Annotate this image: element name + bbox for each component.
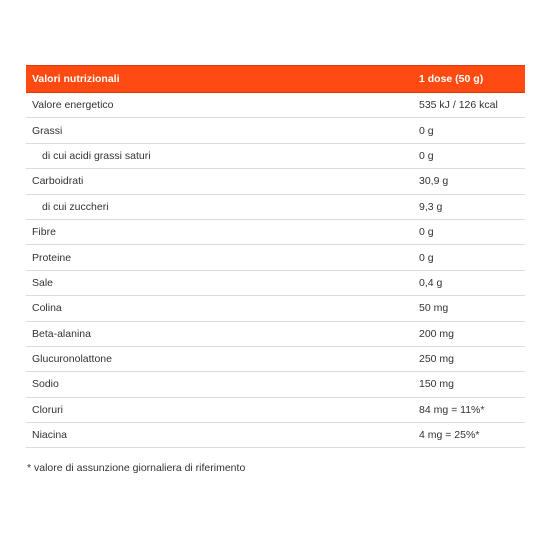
row-value: 0 g	[413, 245, 525, 270]
row-name: Grassi	[26, 118, 413, 143]
row-name: Cloruri	[26, 397, 413, 422]
row-name: Valore energetico	[26, 93, 413, 118]
table-row	[26, 296, 525, 321]
row-name-sub: di cui zuccheri	[26, 194, 413, 219]
header-serving: 1 dose (50 g)	[413, 66, 525, 93]
row-value: 150 mg	[413, 372, 525, 397]
row-name: Niacina	[26, 423, 413, 448]
table-row	[26, 219, 525, 244]
row-name: Colina	[26, 296, 413, 321]
row-value: 84 mg = 11%*	[413, 397, 525, 422]
footnote: * valore di assunzione giornaliera di riferimento	[27, 462, 246, 474]
row-name: Sodio	[26, 372, 413, 397]
table-row	[26, 118, 525, 143]
table-row	[26, 423, 525, 448]
row-name: Proteine	[26, 245, 413, 270]
row-value: 200 mg	[413, 321, 525, 346]
table-header-row	[26, 66, 525, 93]
row-value: 250 mg	[413, 346, 525, 371]
row-value: 50 mg	[413, 296, 525, 321]
header-nutrient: Valori nutrizionali	[26, 66, 413, 93]
row-name: Glucuronolattone	[26, 346, 413, 371]
row-value: 0 g	[413, 219, 525, 244]
row-value: 0,4 g	[413, 270, 525, 295]
table-row	[26, 169, 525, 194]
row-name: Sale	[26, 270, 413, 295]
row-name: Beta-alanina	[26, 321, 413, 346]
row-name: Fibre	[26, 219, 413, 244]
table-row	[26, 346, 525, 371]
table-row	[26, 270, 525, 295]
table-row	[26, 143, 525, 168]
row-name: Carboidrati	[26, 169, 413, 194]
nutrition-table	[26, 65, 525, 448]
row-value: 0 g	[413, 143, 525, 168]
table-row	[26, 397, 525, 422]
row-name-sub: di cui acidi grassi saturi	[26, 143, 413, 168]
row-value: 535 kJ / 126 kcal	[413, 93, 525, 118]
row-value: 4 mg = 25%*	[413, 423, 525, 448]
row-value: 30,9 g	[413, 169, 525, 194]
table-row	[26, 245, 525, 270]
row-value: 0 g	[413, 118, 525, 143]
table-row	[26, 321, 525, 346]
row-value: 9,3 g	[413, 194, 525, 219]
table-row	[26, 194, 525, 219]
table-row	[26, 93, 525, 118]
table-row	[26, 372, 525, 397]
